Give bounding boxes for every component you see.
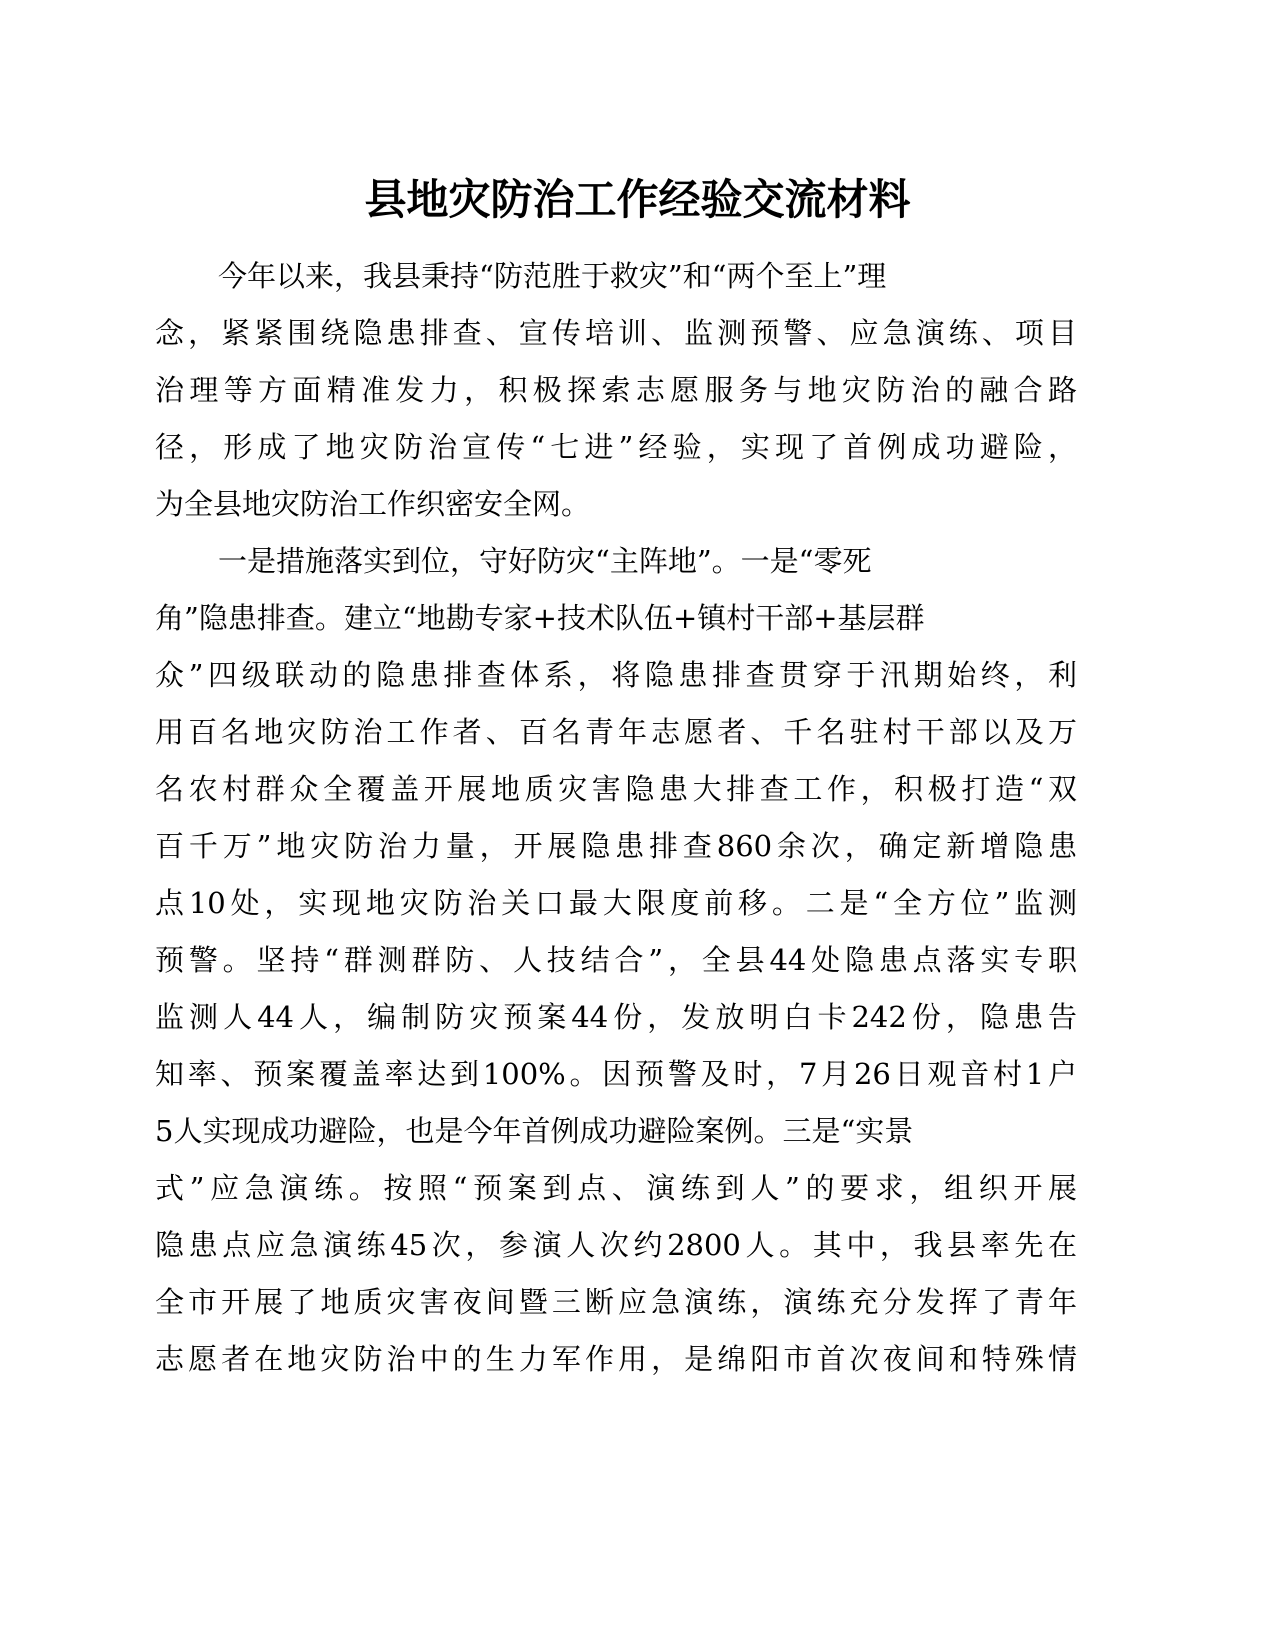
text-line: 知率、预案覆盖率达到100%。因预警及时，7月26日观音村1户 — [155, 1057, 1077, 1091]
text-line: 径，形成了地灾防治宣传“七进”经验，实现了首例成功避险， — [155, 430, 1077, 464]
text-line: 全市开展了地质灾害夜间暨三断应急演练，演练充分发挥了青年 — [155, 1285, 1077, 1319]
text-line: 一是措施落实到位，守好防灾“主阵地”。一是“零死 — [218, 544, 872, 578]
text-line: 念，紧紧围绕隐患排查、宣传培训、监测预警、应急演练、项目 — [155, 316, 1077, 350]
text-line: 点10处，实现地灾防治关口最大限度前移。二是“全方位”监测 — [155, 886, 1077, 920]
text-line: 用百名地灾防治工作者、百名青年志愿者、千名驻村干部以及万 — [155, 715, 1077, 749]
text-line: 志愿者在地灾防治中的生力军作用，是绵阳市首次夜间和特殊情 — [155, 1342, 1077, 1376]
text-line: 预警。坚持“群测群防、人技结合”，全县44处隐患点落实专职 — [155, 943, 1077, 977]
text-line: 监测人44人，编制防灾预案44份，发放明白卡242份，隐患告 — [155, 1000, 1077, 1034]
text-line: 角”隐患排查。建立“地勘专家+技术队伍+镇村干部+基层群 — [155, 601, 925, 635]
text-line: 隐患点应急演练45次，参演人次约2800人。其中，我县率先在 — [155, 1228, 1077, 1262]
text-line: 5人实现成功避险，也是今年首例成功避险案例。三是“实景 — [155, 1114, 914, 1148]
document-title: 县地灾防治工作经验交流材料 — [364, 175, 911, 224]
text-line: 式”应急演练。按照“预案到点、演练到人”的要求，组织开展 — [155, 1171, 1077, 1205]
text-line: 名农村群众全覆盖开展地质灾害隐患大排查工作，积极打造“双 — [155, 772, 1077, 806]
text-line: 众”四级联动的隐患排查体系，将隐患排查贯穿于汛期始终，利 — [155, 658, 1077, 692]
text-line: 百千万”地灾防治力量，开展隐患排查860余次，确定新增隐患 — [155, 829, 1077, 863]
text-line: 今年以来，我县秉持“防范胜于救灾”和“两个至上”理 — [218, 259, 887, 293]
text-line: 治理等方面精准发力，积极探索志愿服务与地灾防治的融合路 — [155, 373, 1077, 407]
text-line: 为全县地灾防治工作织密安全网。 — [155, 487, 591, 521]
